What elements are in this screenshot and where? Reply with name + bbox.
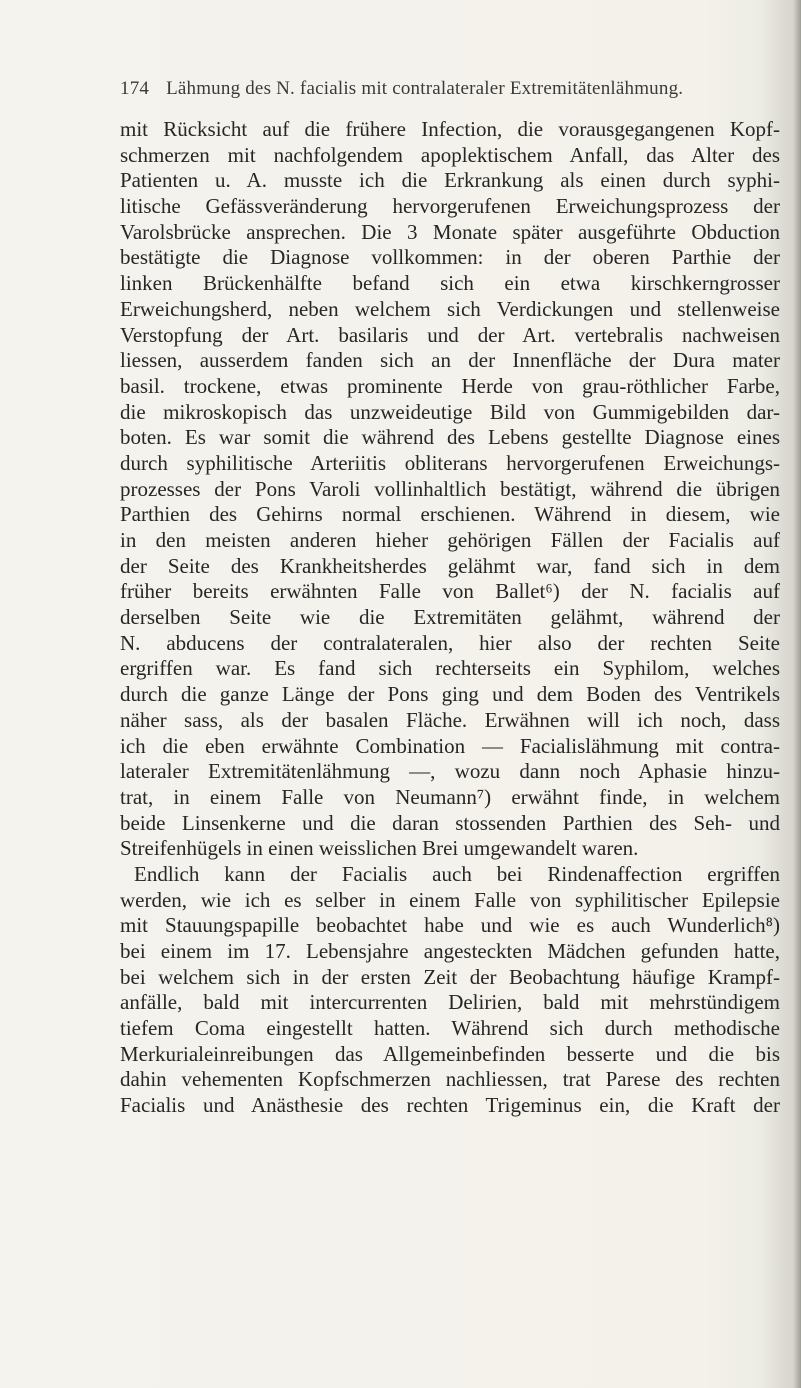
text-line: Patienten u. A. musste ich die Erkrankung als einen durch syphi-	[120, 168, 780, 193]
text-line: mit Stauungspapille beobachtet habe und wie es auch Wunderlich⁸)	[120, 913, 780, 938]
text-line: linken Brückenhälfte befand sich ein etwa kirschkerngrosser	[120, 271, 780, 296]
text-line: die mikroskopisch das unzweideutige Bild von Gummigebilden dar-	[120, 399, 780, 424]
text-line: bei welchem sich in der ersten Zeit der Beobachtung häufige Krampf-	[120, 964, 780, 989]
text-line: ich die eben erwähnte Combination — Facialislähmung mit contra-	[120, 733, 780, 758]
text-line: N. abducens der contralateralen, hier also der rechten Seite	[120, 630, 780, 655]
text-line: werden, wie ich es selber in einem Falle von syphilitischer Epilepsie	[120, 887, 780, 912]
text-line: mit Rücksicht auf die frühere Infection, die vorausgegangenen Kopf-	[120, 117, 780, 141]
text-line: tiefem Coma eingestellt hatten. Während sich durch methodische	[120, 1016, 780, 1041]
text-line: Parthien des Gehirns normal erschienen. Während in diesem, wie	[120, 502, 780, 527]
text-line: schmerzen mit nachfolgendem apoplektischem Anfall, das Alter des	[120, 142, 780, 167]
running-header	[120, 78, 760, 100]
text-line: Erweichungsherd, neben welchem sich Verdickungen und stellenweise	[120, 296, 780, 321]
text-line: näher sass, als der basalen Fläche. Erwähnen will ich noch, dass	[120, 707, 780, 732]
text-line: trat, in einem Falle von Neumann⁷) erwähnt finde, in welchem	[120, 784, 780, 809]
running-title: Lähmung des N. facialis mit contralateraler Extremitätenlähmung.	[166, 78, 684, 99]
text-line: Varolsbrücke ansprechen. Die 3 Monate später ausgeführte Obduction	[120, 219, 780, 244]
text-line-paragraph-end: Streifenhügels in einen weisslichen Brei umgewandelt waren.	[120, 836, 639, 861]
text-line: durch die ganze Länge der Pons ging und dem Boden des Ventrikels	[120, 682, 780, 707]
text-line: prozesses der Pons Varoli vollinhaltlich bestätigt, während die übrigen	[120, 476, 780, 501]
text-line: der Seite des Krankheitsherdes gelähmt war, fand sich in dem	[120, 553, 780, 578]
text-line: ergriffen war. Es fand sich rechterseits ein Syphilom, welches	[120, 656, 780, 681]
text-line: beide Linsenkerne und die daran stossenden Parthien des Seh- und	[120, 810, 780, 835]
text-line: boten. Es war somit die während des Lebens gestellte Diagnose eines	[120, 425, 780, 450]
text-line: Facialis und Anästhesie des rechten Trigeminus ein, die Kraft der	[120, 1093, 780, 1118]
text-line: litische Gefässveränderung hervorgerufenen Erweichungsprozess der	[120, 194, 780, 219]
text-line: bei einem im 17. Lebensjahre angesteckten Mädchen gefunden hatte,	[120, 939, 780, 963]
text-line: derselben Seite wie die Extremitäten gelähmt, während der	[120, 605, 780, 630]
text-line: Merkurialeinreibungen das Allgemeinbefinden besserte und die bis	[120, 1041, 780, 1066]
text-line: lateraler Extremitätenlähmung —, wozu dann noch Aphasie hinzu-	[120, 759, 780, 784]
body-text	[120, 117, 780, 1119]
text-line: durch syphilitische Arteriitis obliterans hervorgerufenen Erweichungs-	[120, 450, 780, 475]
text-line: liessen, ausserdem fanden sich an der Innenfläche der Dura mater	[120, 348, 780, 373]
text-line: in den meisten anderen hieher gehörigen Fällen der Facialis auf	[120, 528, 780, 552]
text-line-paragraph-start: Endlich kann der Facialis auch bei Rindenaffection ergriffen	[134, 861, 780, 886]
text-line: anfälle, bald mit intercurrenten Delirien, bald mit mehrstündigem	[120, 990, 780, 1015]
text-line: dahin vehementen Kopfschmerzen nachliessen, trat Parese des rechten	[120, 1067, 780, 1092]
text-line: bestätigte die Diagnose vollkommen: in der oberen Parthie der	[120, 245, 780, 270]
page-edge-shadow	[793, 0, 801, 1388]
page-number: 174	[120, 78, 150, 99]
text-line: Verstopfung der Art. basilaris und der Art. vertebralis nachweisen	[120, 322, 780, 347]
text-line: früher bereits erwähnten Falle von Ballet⁶) der N. facialis auf	[120, 579, 780, 604]
text-line: basil. trockene, etwas prominente Herde von grau-röthlicher Farbe,	[120, 373, 780, 398]
